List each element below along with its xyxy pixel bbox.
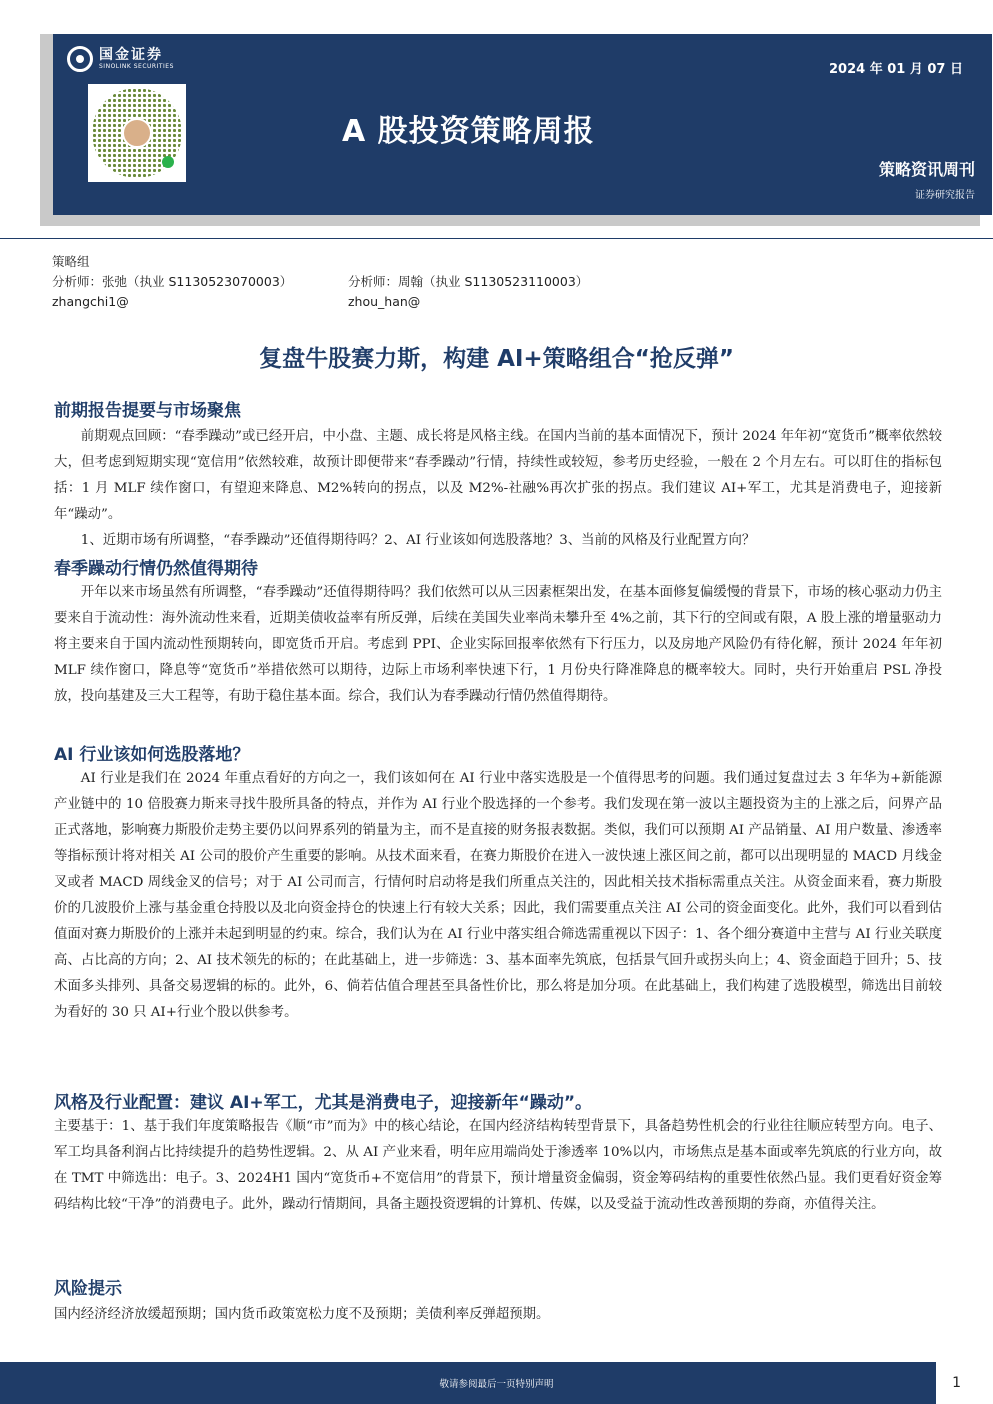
section-paragraph: 主要基于：1、基于我们年度策略报告《顺“市”而为》中的核心结论，在国内经济结构转型背景下，具备趋势性机会的行业往往顺应转型方向。电子、军工均具备利润占比持续提升的趋势性逻辑。2、从 AI 产业来看，明年应用端尚处于渗透率 10%以内，市场焦点是基本面或率先筑底的行业方向，故在 TMT 中筛选出：电子。3、2024H1 国内“宽货币+不宽信用”的背景下，预计增量资金偏弱，资金筹码结构的重要性依然凸显。我们更看好资金筹码结构比较“干净”的消费电子。此外，躁动行情期间，具备主题投资逻辑的计算机、传媒，以及受益于流动性改善预期的券商，亦值得关注。 bbox=[54, 1119, 942, 1212]
analyst-1-email[interactable]: zhangchi1@ bbox=[52, 294, 129, 309]
team-name: 策略组 bbox=[52, 254, 90, 269]
section-paragraph: 国内经济经济放缓超预期；国内货币政策宽松力度不及预期；美债利率反弹超预期。 bbox=[54, 1307, 550, 1322]
page-number-box bbox=[936, 1362, 993, 1404]
section-title: 前期报告提要与市场聚焦 bbox=[54, 401, 241, 421]
logo-name-cn: 国金证券 bbox=[99, 47, 163, 63]
page-number: 1 bbox=[952, 1375, 961, 1391]
wechat-badge-icon bbox=[162, 156, 174, 168]
logo-name-en: SINOLINK SECURITIES bbox=[99, 63, 174, 70]
analyst-2: 分析师：周翰（执业 S1130523110003） bbox=[348, 274, 589, 289]
company-logo bbox=[67, 46, 174, 72]
logo-icon bbox=[67, 46, 93, 72]
section-paragraph: 开年以来市场虽然有所调整，“春季躁动”还值得期待吗？我们依然可以从三因素框架出发，在基本面修复偏缓慢的背景下，市场的核心驱动力仍主要来自于流动性：海外流动性来看，近期美债收益率有所反弹，后续在美国失业率尚未攀升至 4%之前，其下行的空间或有限，A 股上涨的增量驱动力将主要来自于国内流动性预期转向，即宽货币开启。考虑到 PPI、企业实际回报率依然有下行压力，以及房地产风险仍有待化解，预计 2024 年年初 MLF 续作窗口，降息等“宽货币”举措依然可以期待，边际上市场利率快速下行，1 月份央行降准降息的概率较大。同时，央行开始重启 PSL 净投放，投向基建及三大工程等，有助于稳住基本面。综合，我们认为春季躁动行情仍然值得期待。 bbox=[54, 585, 942, 704]
section-title: 春季躁动行情仍然值得期待 bbox=[54, 559, 258, 579]
section-paragraph: AI 行业是我们在 2024 年重点看好的方向之一，我们该如何在 AI 行业中落实选股是一个值得思考的问题。我们通过复盘过去 3 年华为+新能源产业链中的 10 倍股赛力斯来寻找牛股所具备的特点，并作为 AI 行业个股选择的一个参考。我们发现在第一波以主题投资为主的上涨之后，问界产品正式落地，影响赛力斯股价走势主要仍以问界系列的销量为主，而不是直接的财务报表数据。类似，我们可以预期 AI 产品销量、AI 用户数量、渗透率等指标预计将对相关 AI 公司的股价产生重要的影响。从技术面来看，在赛力斯股价在进入一波快速上涨区间之前，都可以出现明显的 MACD 月线金叉或者 MACD 周线金叉的信号；对于 AI 公司而言，行情何时启动将是我们所重点关注的，因此相关技术指标需重点关注。从资金面来看，赛力斯股价的几波股价上涨与基金重仓持股以及北向资金持仓的快速上行有较大关系；因此，我们需要重点关注 AI 公司的资金面变化。此外，我们可以看到估值面对赛力斯股价的上涨并未起到明显的约束。综合，我们认为在 AI 行业中落实组合筛选需重视以下因子：1、各个细分赛道中主营与 AI 行业关联度高、占比高的方向；2、AI 技术领先的标的；在此基础上，进一步筛选：3、基本面率先筑底，包括景气回升或拐头向上；4、资金面趋于回升；5、技术面多头排列、具备交易逻辑的标的。此外，6、倘若估值合理甚至具备性价比，那么将是加分项。在此基础上，我们构建了选股模型，筛选出目前较为看好的 30 只 AI+行业个股以供参考。 bbox=[54, 771, 942, 1020]
header-divider bbox=[0, 238, 993, 239]
report-date: 2024 年 01 月 07 日 bbox=[829, 62, 963, 77]
analyst-1: 分析师：张弛（执业 S1130523070003） bbox=[52, 274, 293, 289]
disclaimer-note: 敬请参阅最后一页特别声明 bbox=[439, 1379, 554, 1390]
report-title: A 股投资策略周报 bbox=[342, 114, 595, 149]
section-title: 风格及行业配置：建议 AI+军工，尤其是消费电子，迎接新年“躁动”。 bbox=[54, 1093, 592, 1113]
publication-name: 策略资讯周刊 bbox=[878, 160, 975, 179]
analyst-2-email[interactable]: zhou_han@ bbox=[348, 294, 421, 309]
qr-logo-icon bbox=[122, 118, 152, 148]
section-title: AI 行业该如何选股落地？ bbox=[54, 745, 250, 765]
section-paragraph: 1、近期市场有所调整，“春季躁动”还值得期待吗？2、AI 行业该如何选股落地？3、当前的风格及行业配置方向？ bbox=[80, 533, 756, 548]
qr-code-icon bbox=[88, 84, 186, 182]
report-type: 证券研究报告 bbox=[915, 190, 975, 201]
section-paragraph: 前期观点回顾：“春季躁动”或已经开启，中小盘、主题、成长将是风格主线。在国内当前的基本面情况下，预计 2024 年年初“宽货币”概率依然较大，但考虑到短期实现“宽信用”依然较难，故预计即便带来“春季躁动”行情，持续性或较短，参考历史经验，一般在 2 个月左右。可以盯住的指标包括：1 月 MLF 续作窗口，有望迎来降息、M2%转向的拐点，以及 M2%-社融%再次扩张的拐点。我们建议 AI+军工，尤其是消费电子，迎接新年“躁动”。 bbox=[54, 429, 942, 522]
headline: 复盘牛股赛力斯，构建 AI+策略组合“抢反弹” bbox=[259, 346, 734, 372]
section-title: 风险提示 bbox=[54, 1279, 122, 1299]
analyst-block bbox=[52, 252, 588, 312]
